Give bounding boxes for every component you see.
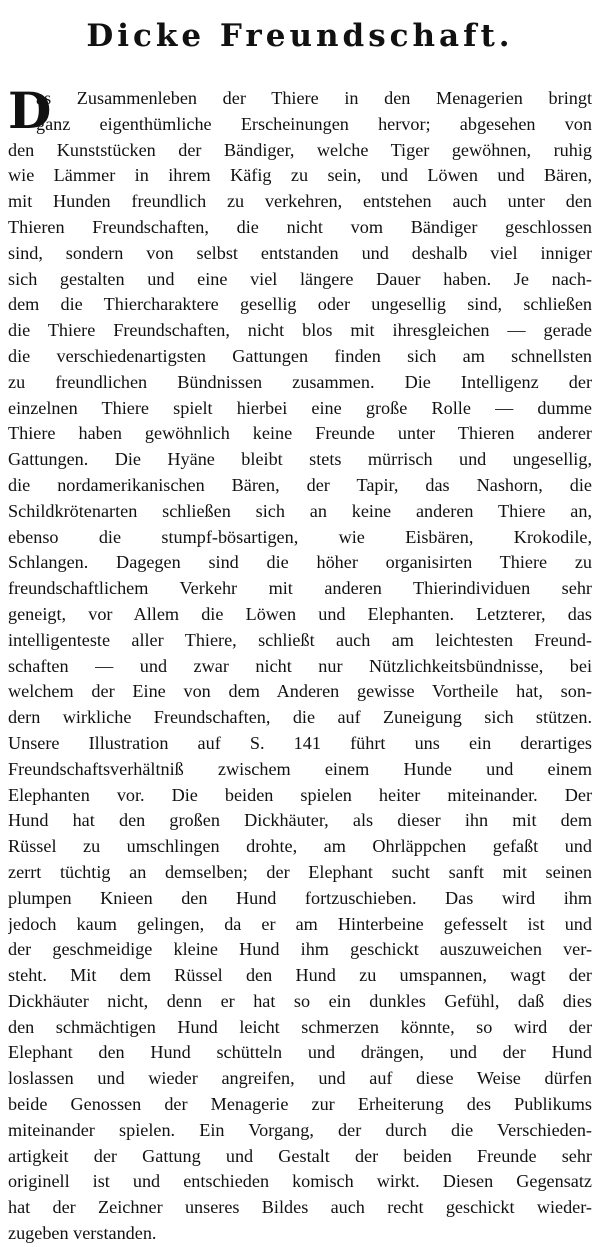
text-line: Thiere haben gewöhnlich keine Freunde unter Thieren anderer bbox=[8, 423, 592, 444]
text-line: mit Hunden freundlich zu verkehren, entstehen auch unter den bbox=[8, 191, 592, 212]
text-line: originell ist und entschieden komisch wirkt. Diesen Gegensatz bbox=[8, 1171, 592, 1192]
text-line: Rüssel zu umschlingen drohte, am Ohrläppchen gefaßt und bbox=[8, 836, 592, 857]
text-line: geneigt, vor Allem die Löwen und Elephanten. Letzterer, das bbox=[8, 603, 592, 624]
text-line: Schildkrötenarten schließen sich an keine anderen Thiere an, bbox=[8, 500, 592, 521]
text-line: Elephanten vor. Die beiden spielen heiter miteinander. Der bbox=[8, 784, 592, 805]
article-body bbox=[8, 81, 592, 1247]
text-line: ganz eigenthümliche Erscheinungen hervor; abgesehen von bbox=[36, 113, 592, 134]
drop-cap: D bbox=[8, 81, 52, 140]
text-line: loslassen und wieder angreifen, und auf diese Weise dürfen bbox=[8, 1068, 592, 1089]
text-line: steht. Mit dem Rüssel den Hund zu umspannen, wagt der bbox=[8, 965, 592, 986]
text-line: Unsere Illustration auf S. 141 führt uns ein derartiges bbox=[8, 732, 592, 753]
text-line: die verschiedenartigsten Gattungen finden sich am schnellsten bbox=[8, 345, 592, 366]
text-line: Hund hat den großen Dickhäuter, als dieser ihn mit dem bbox=[8, 810, 592, 831]
text-line: Thieren Freundschaften, die nicht vom Bändiger geschlossen bbox=[8, 216, 592, 237]
article-title: Dicke Freundschaft. bbox=[86, 18, 514, 54]
text-line: Elephant den Hund schütteln und drängen, und der Hund bbox=[8, 1042, 592, 1063]
text-line: zerrt tüchtig an demselben; der Elephant sucht sanft mit seinen bbox=[8, 861, 592, 882]
text-line: welchem der Eine von dem Anderen gewisse Vortheile hat, son- bbox=[8, 681, 592, 702]
text-line: jedoch kaum gelingen, da er am Hinterbeine gefesselt ist und bbox=[8, 913, 592, 934]
text-line: ebenso die stumpf-bösartigen, wie Eisbären, Krokodile, bbox=[8, 526, 592, 547]
text-line: intelligenteste aller Thiere, schließt auch am leichtesten Freund- bbox=[8, 629, 592, 650]
text-line: plumpen Knieen den Hund fortzuschieben. Das wird ihm bbox=[8, 887, 592, 908]
text-line: miteinander spielen. Ein Vorgang, der durch die Verschieden- bbox=[8, 1119, 592, 1140]
text-line: Schlangen. Dagegen sind die höher organisirten Thiere zu bbox=[8, 552, 592, 573]
text-line: schaften — und zwar nicht nur Nützlichkeitsbündnisse, bei bbox=[8, 655, 592, 676]
text-line: die nordamerikanischen Bären, der Tapir, das Nashorn, die bbox=[8, 474, 592, 495]
text-line: beide Genossen der Menagerie zur Erheiterung des Publikums bbox=[8, 1094, 592, 1115]
text-line: sich gestalten und eine viel längere Dauer haben. Je nach- bbox=[8, 268, 592, 289]
text-line: die Thiere Freundschaften, nicht blos mit ihresgleichen — gerade bbox=[8, 320, 592, 341]
text-line: sind, sondern von selbst entstanden und deshalb viel inniger bbox=[8, 242, 592, 263]
text-line: der geschmeidige kleine Hund ihm geschickt auszuweichen ver- bbox=[8, 939, 592, 960]
text-line: den schmächtigen Hund leicht schmerzen könnte, so wird der bbox=[8, 1016, 592, 1037]
text-line: as Zusammenleben der Thiere in den Menagerien bringt bbox=[36, 88, 592, 108]
text-line: freundschaftlichem Verkehr mit anderen Thierindividuen sehr bbox=[8, 578, 592, 599]
text-line: zu freundlichen Bündnissen zusammen. Die Intelligenz der bbox=[8, 371, 592, 392]
text-line: artigkeit der Gattung und Gestalt der beiden Freunde sehr bbox=[8, 1145, 592, 1166]
text-line: Freundschaftsverhältniß zwischem einem Hunde und einem bbox=[8, 758, 592, 779]
text-line: zugeben verstanden. bbox=[8, 1223, 157, 1244]
text-line: wie Lämmer in ihrem Käfig zu sein, und Löwen und Bären, bbox=[8, 165, 592, 186]
text-line: dem die Thiercharaktere gesellig oder ungesellig sind, schließen bbox=[8, 294, 592, 315]
text-line: hat der Zeichner unseres Bildes auch recht geschickt wieder- bbox=[8, 1197, 592, 1218]
text-line: dern wirkliche Freundschaften, die auf Zuneigung sich stützen. bbox=[8, 707, 592, 728]
text-line: den Kunststücken der Bändiger, welche Tiger gewöhnen, ruhig bbox=[8, 139, 592, 160]
text-line: Dickhäuter nicht, denn er hat so ein dunkles Gefühl, daß dies bbox=[8, 990, 592, 1011]
text-line: Gattungen. Die Hyäne bleibt stets mürrisch und ungesellig, bbox=[8, 449, 592, 470]
text-line: einzelnen Thiere spielt hierbei eine große Rolle — dumme bbox=[8, 397, 592, 418]
